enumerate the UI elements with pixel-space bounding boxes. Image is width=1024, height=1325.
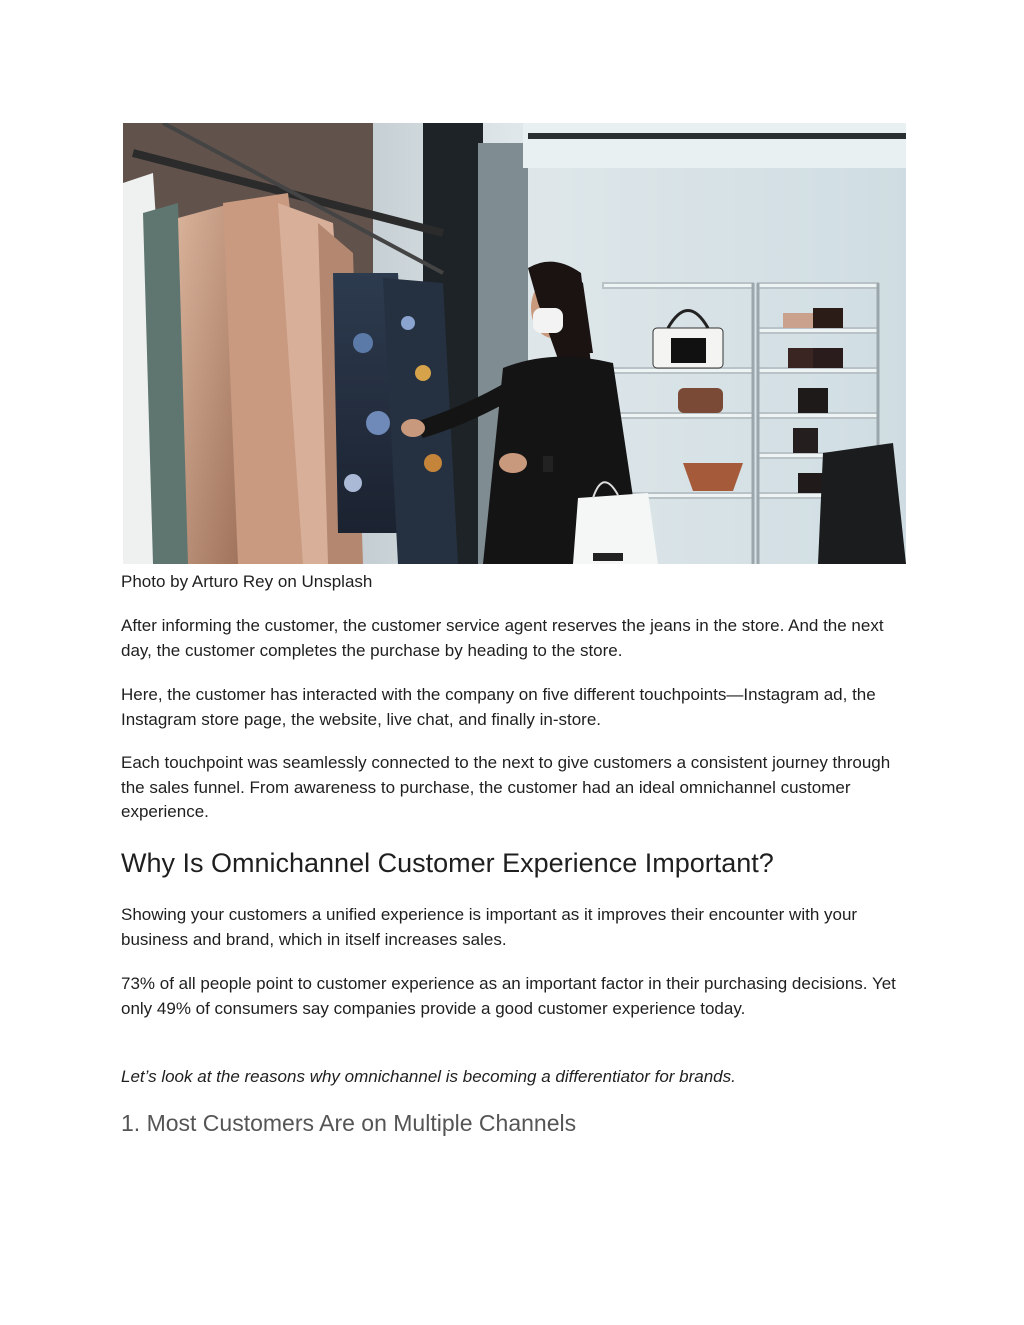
subsection-heading: 1. Most Customers Are on Multiple Channels bbox=[121, 1110, 577, 1136]
section-heading: Why Is Omnichannel Customer Experience Important? bbox=[121, 848, 774, 878]
paragraph-italic-intro: Let’s look at the reasons why omnichannel is becoming a differentiator for brands. bbox=[121, 1067, 736, 1086]
paragraph-seamless-journey: Each touchpoint was seamlessly connected to the next to give customers a consistent journey through the sales funnel. From awareness to purchase, the customer had an ideal omnichannel customer experience. bbox=[121, 753, 891, 821]
paragraph-reserve-jeans: After informing the customer, the customer service agent reserves the jeans in the store. And the next day, the customer completes the purchase by heading to the store. bbox=[121, 616, 884, 660]
photo-illustration bbox=[123, 123, 906, 564]
paragraph-statistics: 73% of all people point to customer experience as an important factor in their purchasing decisions. Yet only 49% of consumers say companies provide a good customer experience today. bbox=[121, 974, 896, 1018]
paragraph-unified-experience: Showing your customers a unified experience is important as it improves their encounter with your business and brand, which in itself increases sales. bbox=[121, 905, 858, 949]
photo-caption: Photo by Arturo Rey on Unsplash bbox=[121, 572, 373, 591]
paragraph-touchpoints: Here, the customer has interacted with the company on five different touchpoints—Instagram ad, the Instagram store page, the website, live chat, and finally in-store. bbox=[121, 685, 876, 729]
clothing-store-photo bbox=[123, 123, 906, 564]
